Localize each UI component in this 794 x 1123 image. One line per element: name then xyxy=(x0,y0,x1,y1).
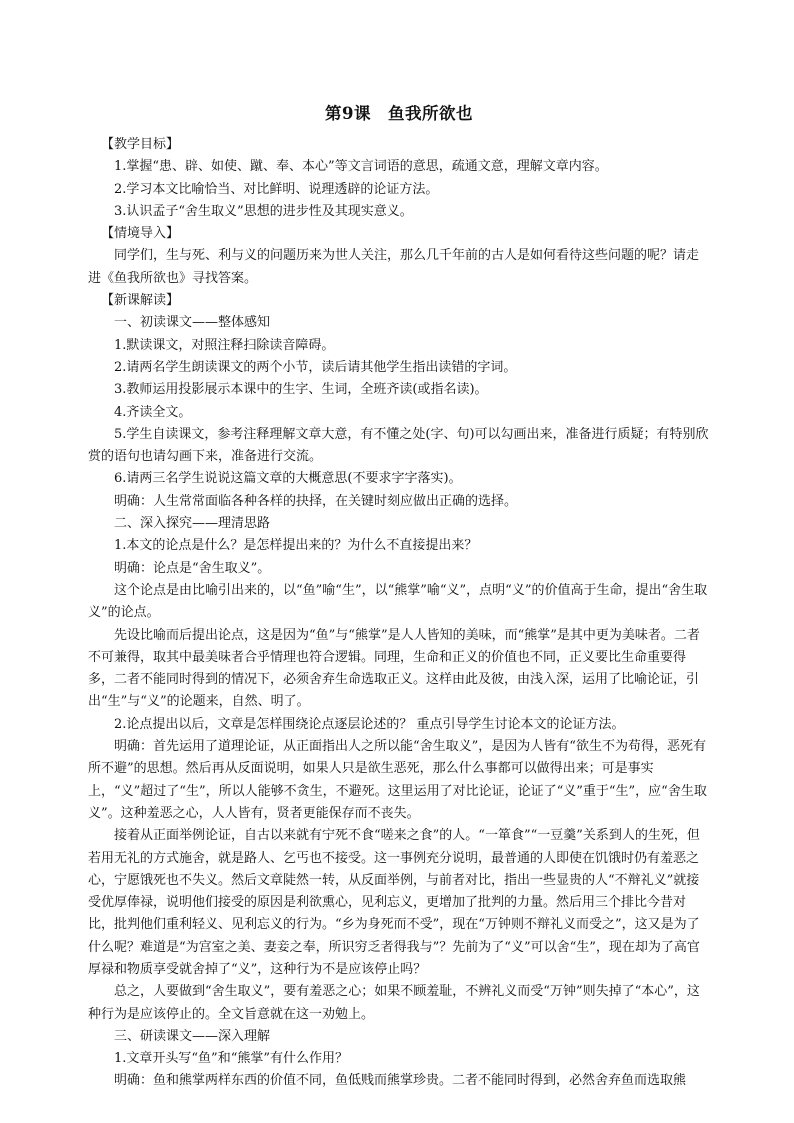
paragraph: 【教学目标】 xyxy=(101,137,180,152)
paragraph: 6.请两三名学生说说这篇文章的大概意思(不要求字字落实)。 xyxy=(114,471,462,487)
paragraph: 二、深入探究——理清思路 xyxy=(114,516,271,532)
paragraph: 5.学生自读课文，参考注释理解文章大意，有不懂之处(字、句)可以勾画出来，准备进行质疑；有特别欣赏的语句也请勾画下来，准备进行交流。 xyxy=(88,426,709,465)
paragraph: 【新课解读】 xyxy=(101,293,180,309)
paragraph: 4.齐读全文。 xyxy=(114,404,192,420)
paragraph: 同学们，生与死、利与义的问题历来为世人关注，那么几千年前的古人是如何看待这些问题的呢？请走进《鱼我所欲也》寻找答案。 xyxy=(88,248,700,286)
paragraph: 3.认识孟子“舍生取义”思想的进步性及其现实意义。 xyxy=(114,203,413,219)
paragraph: 2.学习本文比喻恰当、对比鲜明、说理透辟的论证方法。 xyxy=(114,181,439,197)
paragraph: 这个论点是由比喻引出来的，以“鱼”喻“生”，以“熊掌”喻“义”，点明“义”的价值高于生命，提出“舍生取义”的论点。 xyxy=(88,582,708,621)
document-body xyxy=(88,134,710,1093)
paragraph: 2.请两名学生朗读课文的两个小节，读后请其他学生指出读错的字词。 xyxy=(114,359,517,375)
paragraph: 【情境导入】 xyxy=(101,226,180,242)
paragraph: 一、初读课文——整体感知 xyxy=(114,315,271,331)
paragraph: 1.掌握“患、辟、如使、蹴、奉、本心”等文言词语的意思，疏通文意，理解文章内容。 xyxy=(114,159,608,175)
paragraph: 总之，人要做到“舍生取义”，要有羞恶之心；如果不顾羞耻，不辨礼义而受“万钟”则失掉了“本心”，这种行为是应该停止的。全文旨意就在这一劝勉上。 xyxy=(88,984,700,1022)
paragraph: 1.本文的论点是什么？是怎样提出来的？为什么不直接提出来？ xyxy=(114,538,478,554)
paragraph: 接着从正面举例论证，自古以来就有宁死不食“嗟来之食”的人。“一箪食”“一豆羹”关系到人的生死，但若用无礼的方式施舍，就是路人、乞丐也不接受。这一事例充分说明，最普通的人即使在饥饿时仍有羞恶之心，宁愿饿死也不失义。然后文章陡然一转，从反面举例，与前者对比，指出一些显贵的人“不辩礼义”就接受优厚俸禄，说明他们接受的原因是利欲熏心，见利忘义，更增加了批判的力量。然后用三个排比今昔对比，批判他们重利轻义、见利忘义的行为。“乡为身死而不受”，现在“万钟则不辩礼义而受之”，这又是为了什么呢？难道是“为宫室之美、妻妾之奉，所识穷乏者得我与”？先前为了“义”可以舍“生”，现在却为了高官厚禄和物质享受就舍掉了“义”，这种行为不是应该停止吗？ xyxy=(88,828,700,977)
paragraph: 1.文章开头写“鱼”和“熊掌”有什么作用？ xyxy=(114,1051,348,1067)
paragraph: 1.默读课文，对照注释扫除读音障碍。 xyxy=(114,337,335,353)
paragraph: 3.教师运用投影展示本课中的生字、生词，全班齐读(或指名读)。 xyxy=(114,382,488,398)
paragraph: 三、研读课文——深入理解 xyxy=(114,1028,271,1044)
paragraph: 先设比喻而后提出论点，这是因为“鱼”与“熊掌”是人人皆知的美味，而“熊掌”是其中更为美味者。二者不可兼得，取其中最美味者合乎情理也符合逻辑。同理，生命和正义的价值也不同，正义要比生命重要得多，二者不能同时得到的情况下，必须舍弃生命选取正义。这样由此及彼，由浅入深，运用了比喻论证，引出“生”与“义”的论题来，自然、明了。 xyxy=(88,627,700,710)
paragraph: 明确：论点是“舍生取义”。 xyxy=(114,560,271,576)
paragraph: 明确：人生常常面临各种各样的抉择，在关键时刻应做出正确的选择。 xyxy=(114,493,518,509)
paragraph: 明确：首先运用了道理论证，从正面指出人之所以能“舍生取义”，是因为人皆有“欲生不为苟得，恶死有所不避”的思想。然后再从反面说明，如果人只是欲生恶死，那么什么事都可以做得出来；可是事实上，“义”超过了“生”，所以人能够不贪生，不避死。这里运用了对比论证，论证了“义”重于“生”，应“舍生取义”。这种羞恶之心，人人皆有，贤者更能保存而不丧失。 xyxy=(88,739,707,821)
paragraph: 2.论点提出以后，文章是怎样围绕论点逐层论述的？ 重点引导学生讨论本文的论证方法。 xyxy=(114,716,625,732)
paragraph: 明确：鱼和熊掌两样东西的价值不同，鱼低贱而熊掌珍贵。二者不能同时得到，必然舍弃鱼而选取熊 xyxy=(114,1073,687,1089)
document-page xyxy=(88,100,710,1093)
page-title: 第9课 鱼我所欲也 xyxy=(325,104,473,123)
